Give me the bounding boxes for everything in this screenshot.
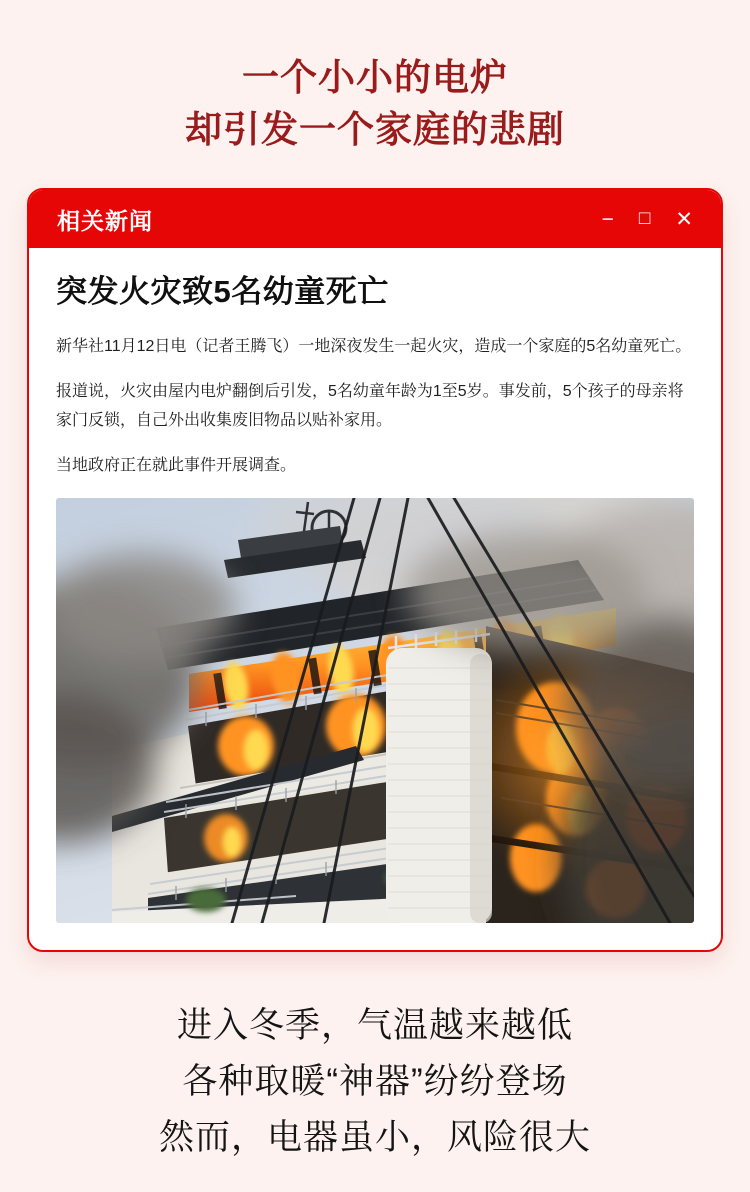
hero-title xyxy=(0,0,750,156)
window-controls xyxy=(602,209,693,230)
outro-line1: 进入冬季，气温越来越低 xyxy=(176,1006,573,1045)
news-paragraph-3: 当地政府正在就此事件开展调查。 xyxy=(56,457,297,474)
news-window-body xyxy=(29,248,721,950)
news-paragraph-2: 报道说，火灾由屋内电炉翻倒后引发，5名幼童年龄为1至5岁。事发前，5个孩子的母亲将家门反锁，自己外出收集废旧物品以贴补家用。 xyxy=(56,383,684,429)
news-paragraph-1: 新华社11月12日电（记者王腾飞）一地深夜发生一起火灾，造成一个家庭的5名幼童死亡。 xyxy=(56,338,692,355)
outro-text xyxy=(0,998,750,1166)
burning-building-photo xyxy=(56,498,694,923)
news-window xyxy=(27,188,723,952)
outro-line2: 各种取暖“神器”纷纷登场 xyxy=(182,1062,568,1101)
maximize-icon[interactable]: □ xyxy=(638,207,651,229)
news-headline: 突发火灾致5名幼童死亡 xyxy=(56,274,389,309)
minimize-icon[interactable]: − xyxy=(601,207,614,231)
news-window-titlebar xyxy=(29,190,721,248)
hero-title-line2: 却引发一个家庭的悲剧 xyxy=(185,109,565,150)
outro-line3: 然而，电器虽小，风险很大 xyxy=(158,1118,591,1157)
close-icon[interactable]: ✕ xyxy=(675,207,693,231)
hero-title-line1: 一个小小的电炉 xyxy=(242,57,508,98)
news-window-title: 相关新闻 xyxy=(57,207,153,234)
